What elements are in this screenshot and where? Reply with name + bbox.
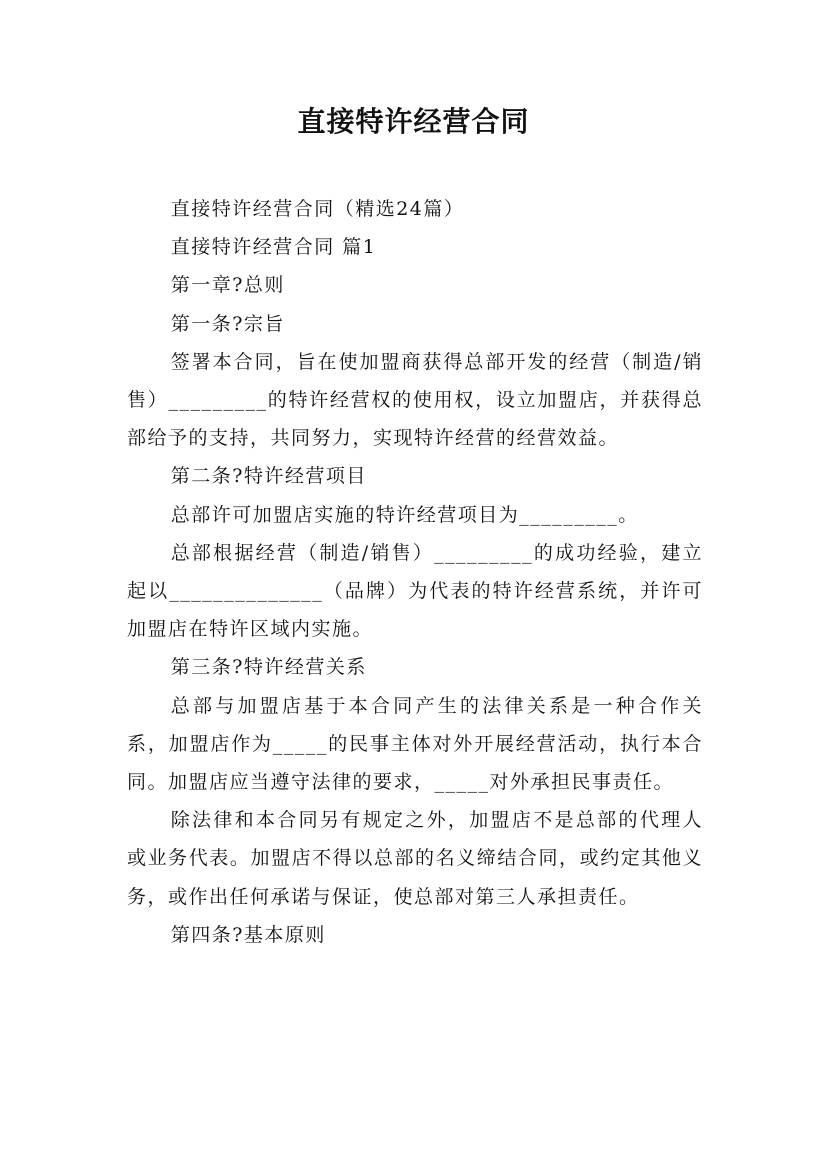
document-title: 直接特许经营合同 (297, 105, 530, 138)
document-body (127, 190, 703, 954)
section-heading: 直接特许经营合同 篇1 (170, 236, 377, 259)
body-paragraph: 除法律和本合同另有规定之外，加盟店不是总部的代理人或业务代表。加盟店不得以总部的名义缔结合同，或约定其他义务，或作出任何承诺与保证，使总部对第三人承担责任。 (127, 809, 703, 908)
chapter-heading: 第一章?总则 (170, 274, 285, 297)
article-heading: 第二条?特许经营项目 (170, 465, 367, 488)
article-heading: 第三条?特许经营关系 (170, 656, 367, 679)
doc-subtitle: 直接特许经营合同（精选24篇） (170, 198, 465, 220)
body-paragraph: 总部许可加盟店实施的特许经营项目为_________。 (170, 503, 639, 526)
body-paragraph: 签署本合同，旨在使加盟商获得总部开发的经营（制造/销售）_________的特许经营权的使用权，设立加盟店，并获得总部给予的支持，共同努力，实现特许经营的经营效益。 (127, 350, 703, 450)
article-heading: 第四条?基本原则 (170, 923, 326, 946)
body-paragraph: 总部与加盟店基于本合同产生的法律关系是一种合作关系，加盟店作为_____的民事主体对外开展经营活动，执行本合同。加盟店应当遵守法律的要求，_____对外承担民事责任。 (127, 694, 703, 794)
article-heading: 第一条?宗旨 (170, 312, 285, 335)
body-paragraph: 总部根据经营（制造/销售）_________的成功经验，建立起以______________（品牌）为代表的特许经营系统，并许可加盟店在特许区域内实施。 (127, 541, 703, 641)
